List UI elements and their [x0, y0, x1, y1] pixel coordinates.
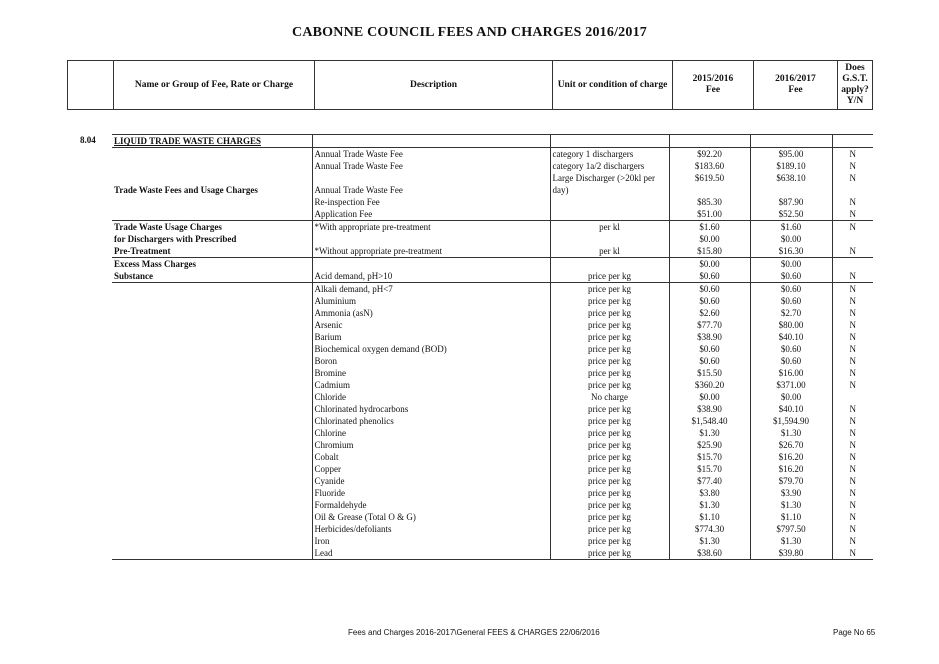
row-description: Annual Trade Waste Fee: [312, 148, 550, 161]
table-row: [112, 451, 873, 463]
row-fee-2016: $39.80: [750, 547, 832, 560]
row-group-name: [112, 439, 312, 451]
row-fee-2015: $360.20: [669, 379, 750, 391]
row-fee-2016: $638.10: [750, 172, 832, 184]
row-fee-2016: $0.60: [750, 343, 832, 355]
page-title: CABONNE COUNCIL FEES AND CHARGES 2016/2017: [292, 25, 647, 40]
row-fee-2015: $1.60: [669, 221, 750, 234]
row-fee-2015: $619.50: [669, 172, 750, 184]
row-description: Biochemical oxygen demand (BOD): [312, 343, 550, 355]
footer-page-number: Page No 65: [833, 628, 876, 637]
row-group-name: [112, 283, 312, 296]
row-fee-2015: $2.60: [669, 307, 750, 319]
row-unit: [550, 233, 669, 245]
row-description: Annual Trade Waste Fee: [312, 184, 550, 196]
row-fee-2015: $1.10: [669, 511, 750, 523]
row-fee-2016: $26.70: [750, 439, 832, 451]
table-row: [112, 319, 873, 331]
row-unit: price per kg: [550, 499, 669, 511]
row-unit: No charge: [550, 391, 669, 403]
row-description: [312, 172, 550, 184]
row-fee-2015: $0.60: [669, 270, 750, 283]
table-row: [112, 172, 873, 184]
section-number: 8.04: [80, 135, 96, 145]
table-row: [112, 487, 873, 499]
row-group-name: [112, 148, 312, 161]
row-description: Iron: [312, 535, 550, 547]
row-gst: N: [849, 308, 856, 318]
header-description: Description: [315, 61, 553, 110]
row-unit: price per kg: [550, 547, 669, 560]
row-group-name: [112, 415, 312, 427]
row-gst: N: [849, 344, 856, 354]
row-unit: price per kg: [550, 403, 669, 415]
row-fee-2015: $183.60: [669, 160, 750, 172]
section-title-row: [112, 135, 873, 148]
row-unit: price per kg: [550, 463, 669, 475]
row-unit: price per kg: [550, 415, 669, 427]
row-description: Formaldehyde: [312, 499, 550, 511]
row-fee-2015: $15.70: [669, 463, 750, 475]
table-row: [112, 208, 873, 221]
row-description: Lead: [312, 547, 550, 560]
row-gst: N: [849, 488, 856, 498]
header-unit: Unit or condition of charge: [553, 61, 673, 110]
row-group-name: [112, 295, 312, 307]
row-group-name: [112, 535, 312, 547]
row-fee-2016: $1.30: [750, 535, 832, 547]
row-fee-2016: $16.20: [750, 463, 832, 475]
row-fee-2016: $80.00: [750, 319, 832, 331]
table-row: [112, 233, 873, 245]
row-unit: per kl: [550, 221, 669, 234]
table-row: [112, 258, 873, 271]
row-fee-2015: $0.00: [669, 391, 750, 403]
row-fee-2016: $95.00: [750, 148, 832, 161]
row-gst: N: [849, 536, 856, 546]
row-unit: price per kg: [550, 487, 669, 499]
row-fee-2016: $52.50: [750, 208, 832, 221]
table-row: [112, 535, 873, 547]
row-group-name: [112, 499, 312, 511]
row-fee-2015: $0.00: [669, 233, 750, 245]
row-group-name: [112, 523, 312, 535]
table-row: [112, 475, 873, 487]
row-fee-2016: $0.60: [750, 295, 832, 307]
row-fee-2015: $25.90: [669, 439, 750, 451]
row-fee-2016: $0.60: [750, 355, 832, 367]
row-gst: N: [849, 197, 856, 207]
table-row: [112, 160, 873, 172]
footer-file-path: Fees and Charges 2016-2017\General FEES & CHARGES 22/06/2016: [348, 628, 600, 637]
row-unit: price per kg: [550, 439, 669, 451]
header-fee-2015: 2015/2016 Fee: [673, 61, 754, 110]
row-unit: price per kg: [550, 307, 669, 319]
table-row: [112, 427, 873, 439]
row-fee-2015: $1,548.40: [669, 415, 750, 427]
row-fee-2015: $0.00: [669, 258, 750, 271]
row-gst: N: [849, 271, 856, 281]
row-fee-2016: $1.30: [750, 427, 832, 439]
row-gst: N: [849, 476, 856, 486]
row-description: Oil & Grease (Total O & G): [312, 511, 550, 523]
row-fee-2015: $38.60: [669, 547, 750, 560]
row-unit: price per kg: [550, 331, 669, 343]
row-fee-2016: $40.10: [750, 331, 832, 343]
row-group-name: [112, 547, 312, 560]
row-fee-2015: $0.60: [669, 355, 750, 367]
row-group-name: [112, 208, 312, 221]
row-group-name: [112, 511, 312, 523]
table-row: [112, 511, 873, 523]
row-fee-2016: $0.00: [750, 233, 832, 245]
table-row: [112, 245, 873, 258]
row-gst: N: [849, 320, 856, 330]
table-row: [112, 184, 873, 196]
row-group-name: [112, 403, 312, 415]
table-row: [112, 499, 873, 511]
row-fee-2016: $3.90: [750, 487, 832, 499]
row-group-name: [112, 172, 312, 184]
row-gst: N: [849, 440, 856, 450]
row-fee-2016: $0.60: [750, 283, 832, 296]
table-row: [112, 270, 873, 283]
row-unit: day): [550, 184, 669, 196]
row-fee-2015: $38.90: [669, 403, 750, 415]
row-fee-2016: $0.00: [750, 391, 832, 403]
row-description: Barium: [312, 331, 550, 343]
table-row: [112, 343, 873, 355]
header-fee-2016: 2016/2017 Fee: [754, 61, 838, 110]
row-unit: category 1a/2 dischargers: [550, 160, 669, 172]
row-group-name: Substance: [112, 270, 312, 283]
row-fee-2016: $16.30: [750, 245, 832, 258]
row-fee-2016: $189.10: [750, 160, 832, 172]
row-gst: N: [849, 524, 856, 534]
row-unit: price per kg: [550, 319, 669, 331]
row-fee-2015: $0.60: [669, 343, 750, 355]
row-unit: per kl: [550, 245, 669, 258]
row-fee-2015: $15.70: [669, 451, 750, 463]
row-fee-2016: $1.60: [750, 221, 832, 234]
row-group-name: [112, 451, 312, 463]
row-group-name: [112, 355, 312, 367]
row-gst: N: [832, 221, 873, 234]
row-fee-2015: [669, 184, 750, 196]
row-fee-2015: $15.80: [669, 245, 750, 258]
row-gst: N: [832, 283, 873, 296]
section-title: LIQUID TRADE WASTE CHARGES: [112, 135, 312, 148]
row-description: Fluoride: [312, 487, 550, 499]
row-fee-2015: $15.50: [669, 367, 750, 379]
row-unit: price per kg: [550, 295, 669, 307]
row-fee-2016: $371.00: [750, 379, 832, 391]
row-description: Alkali demand, pH<7: [312, 283, 550, 296]
row-group-name: [112, 463, 312, 475]
row-fee-2016: $40.10: [750, 403, 832, 415]
row-description: Cadmium: [312, 379, 550, 391]
table-row: [112, 523, 873, 535]
row-gst: N: [849, 209, 856, 219]
header-name: Name or Group of Fee, Rate or Charge: [114, 61, 315, 110]
row-unit: price per kg: [550, 475, 669, 487]
table-row: [112, 391, 873, 403]
row-fee-2016: $79.70: [750, 475, 832, 487]
row-group-name: Trade Waste Usage Charges: [112, 221, 312, 234]
row-fee-2016: $1,594.90: [750, 415, 832, 427]
row-unit: [550, 196, 669, 208]
row-unit: [550, 258, 669, 271]
row-fee-2016: $1.30: [750, 499, 832, 511]
row-gst: [832, 233, 873, 245]
row-description: Chlorinated hydrocarbons: [312, 403, 550, 415]
table-row: [112, 221, 873, 234]
row-gst: N: [849, 296, 856, 306]
row-unit: price per kg: [550, 451, 669, 463]
row-fee-2015: $51.00: [669, 208, 750, 221]
row-description: Chlorinated phenolics: [312, 415, 550, 427]
row-gst: N: [849, 404, 856, 414]
table-row: [112, 307, 873, 319]
row-description: Copper: [312, 463, 550, 475]
row-gst: N: [849, 416, 856, 426]
row-description: Application Fee: [312, 208, 550, 221]
row-fee-2016: $2.70: [750, 307, 832, 319]
row-fee-2016: $1.10: [750, 511, 832, 523]
row-gst: N: [849, 332, 856, 342]
row-group-name: [112, 343, 312, 355]
row-fee-2016: $797.50: [750, 523, 832, 535]
column-header-table: [67, 60, 873, 110]
row-description: Cyanide: [312, 475, 550, 487]
row-fee-2015: $0.60: [669, 295, 750, 307]
row-description: Ammonia (asN): [312, 307, 550, 319]
row-unit: price per kg: [550, 283, 669, 296]
row-description: Chloride: [312, 391, 550, 403]
table-row: [112, 355, 873, 367]
row-description: Herbicides/defoliants: [312, 523, 550, 535]
row-gst: N: [849, 512, 856, 522]
row-description: Aluminium: [312, 295, 550, 307]
row-group-name: [112, 160, 312, 172]
row-group-name: for Dischargers with Prescribed: [112, 233, 312, 245]
header-blank-cell: [68, 61, 114, 110]
row-unit: price per kg: [550, 379, 669, 391]
row-group-name: [112, 307, 312, 319]
row-gst: N: [849, 161, 856, 171]
table-row: [112, 415, 873, 427]
row-gst: N: [849, 464, 856, 474]
row-fee-2015: $85.30: [669, 196, 750, 208]
row-fee-2015: $1.30: [669, 535, 750, 547]
table-row: [112, 148, 873, 161]
row-fee-2016: $16.20: [750, 451, 832, 463]
row-group-name: [112, 319, 312, 331]
row-gst: N: [849, 246, 856, 256]
row-group-name: [112, 196, 312, 208]
table-row: [112, 379, 873, 391]
row-gst: N: [849, 356, 856, 366]
table-row: [112, 295, 873, 307]
table-row: [112, 367, 873, 379]
row-gst: N: [849, 173, 856, 183]
row-gst: [832, 258, 873, 271]
row-fee-2015: $77.70: [669, 319, 750, 331]
row-gst: N: [849, 428, 856, 438]
row-fee-2016: $0.00: [750, 258, 832, 271]
row-fee-2015: $0.60: [669, 283, 750, 296]
row-group-name: [112, 379, 312, 391]
row-gst: N: [849, 452, 856, 462]
row-gst: N: [832, 547, 873, 560]
row-fee-2016: $16.00: [750, 367, 832, 379]
row-gst: N: [849, 380, 856, 390]
row-gst: [832, 184, 873, 196]
row-description: Chlorine: [312, 427, 550, 439]
row-unit: category 1 dischargers: [550, 148, 669, 161]
row-fee-2015: $1.30: [669, 499, 750, 511]
row-gst: N: [832, 148, 873, 161]
row-unit: Large Discharger (>20kl per: [550, 172, 669, 184]
table-row: [112, 196, 873, 208]
row-unit: price per kg: [550, 355, 669, 367]
row-group-name: [112, 475, 312, 487]
row-fee-2016: $87.90: [750, 196, 832, 208]
row-description: Bromine: [312, 367, 550, 379]
row-unit: price per kg: [550, 427, 669, 439]
row-fee-2016: [750, 184, 832, 196]
row-description: Boron: [312, 355, 550, 367]
table-row: [112, 439, 873, 451]
row-group-name: Excess Mass Charges: [112, 258, 312, 271]
row-fee-2015: $774.30: [669, 523, 750, 535]
row-description: Annual Trade Waste Fee: [312, 160, 550, 172]
row-fee-2015: $3.80: [669, 487, 750, 499]
table-row: [112, 547, 873, 560]
row-fee-2015: $92.20: [669, 148, 750, 161]
row-unit: [550, 208, 669, 221]
fees-table: [112, 134, 873, 560]
table-row: [112, 283, 873, 296]
row-unit: price per kg: [550, 523, 669, 535]
row-fee-2015: $1.30: [669, 427, 750, 439]
row-group-name: [112, 391, 312, 403]
row-fee-2015: $38.90: [669, 331, 750, 343]
table-row: [112, 403, 873, 415]
row-description: Re-inspection Fee: [312, 196, 550, 208]
table-row: [112, 331, 873, 343]
row-group-name: [112, 427, 312, 439]
row-fee-2015: $77.40: [669, 475, 750, 487]
row-group-name: [112, 331, 312, 343]
row-unit: price per kg: [550, 367, 669, 379]
row-unit: price per kg: [550, 270, 669, 283]
row-gst: N: [849, 500, 856, 510]
row-group-name: [112, 487, 312, 499]
row-unit: price per kg: [550, 343, 669, 355]
row-gst: [832, 391, 873, 403]
row-group-name: [112, 367, 312, 379]
table-row: [112, 463, 873, 475]
row-group-name: Trade Waste Fees and Usage Charges: [112, 184, 312, 196]
row-description: Acid demand, pH>10: [312, 270, 550, 283]
row-description: [312, 233, 550, 245]
row-unit: price per kg: [550, 535, 669, 547]
row-description: [312, 258, 550, 271]
row-description: *With appropriate pre-treatment: [312, 221, 550, 234]
header-gst: Does G.S.T. apply? Y/N: [838, 61, 873, 110]
row-fee-2016: $0.60: [750, 270, 832, 283]
row-gst: N: [849, 368, 856, 378]
row-description: *Without appropriate pre-treatment: [312, 245, 550, 258]
row-unit: price per kg: [550, 511, 669, 523]
row-description: Arsenic: [312, 319, 550, 331]
row-group-name: Pre-Treatment: [112, 245, 312, 258]
row-description: Cobalt: [312, 451, 550, 463]
row-description: Chromium: [312, 439, 550, 451]
